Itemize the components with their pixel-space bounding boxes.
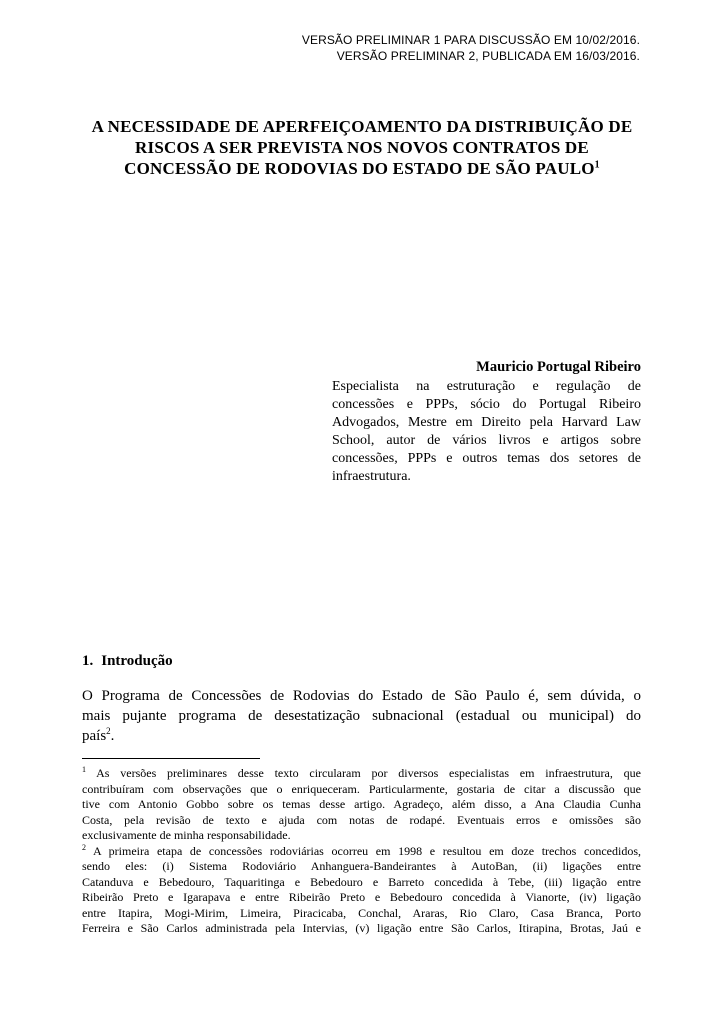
- title-line-3: [78, 158, 646, 179]
- footnote-marker: 1: [82, 765, 86, 774]
- footnote-line: contribuíram com observações que o enriqueceram. Particularmente, gostaria de citar a discussão que: [82, 781, 641, 796]
- version-header: [302, 32, 640, 64]
- section-title: Introdução: [101, 653, 173, 669]
- footnote-line-text: A primeira etapa de concessões rodoviárias ocorreu em 1998 e resultou em doze trechos concedidos,: [86, 843, 641, 858]
- footnote-marker: 2: [82, 842, 86, 852]
- author-bio-line: concessões, PPPs e outros temas dos setores de: [332, 451, 641, 466]
- section-heading: [82, 652, 173, 670]
- footnote-line: Ferreira e São Carlos administrada pela Intervias, (v) ligação entre São Carlos, Itirapina, Brotas, Jaú e: [82, 921, 641, 935]
- author-bio-line: Especialista na estruturação e regulação de: [332, 379, 641, 394]
- author-name: Mauricio Portugal Ribeiro: [476, 359, 641, 375]
- footnote-divider: [82, 758, 260, 759]
- author-bio-line: concessões e PPPs, sócio do Portugal Ribeiro: [332, 397, 641, 412]
- body-paragraph: [82, 686, 641, 746]
- author-bio: [332, 378, 641, 486]
- author-bio-line: infraestrutura.: [332, 469, 411, 484]
- footnote-line-text: As versões preliminares desse texto circularam por diversos especialistas em infraestrutura, que: [86, 766, 641, 780]
- footnote-1: [82, 766, 641, 844]
- title-line-2: RISCOS A SER PREVISTA NOS NOVOS CONTRATOS DE: [135, 138, 589, 157]
- footnote-line: Ribeirão Preto e Igarapava e entre Ribeirão Preto e Bebedouro concedida à Vianorte, (iv) ligação: [82, 890, 641, 904]
- body-line: [82, 726, 641, 746]
- body-line-end: .: [110, 728, 115, 744]
- section-number: 1.: [82, 653, 94, 669]
- footnote-line: exclusivamente de minha responsabilidade.: [82, 828, 291, 842]
- body-footnote-ref[interactable]: 2: [106, 726, 111, 736]
- title-line-3-text: CONCESSÃO DE RODOVIAS DO ESTADO DE SÃO PAULO: [124, 159, 595, 178]
- author-bio-line: School, autor de vários livros e artigos sobre: [332, 433, 641, 448]
- footnote-line: [82, 766, 641, 782]
- document-title: [78, 116, 646, 179]
- footnote-2: [82, 844, 641, 937]
- version-note-1: VERSÃO PRELIMINAR 1 PARA DISCUSSÃO EM 10/02/2016.: [301, 33, 640, 47]
- footnote-line: entre Itapira, Mogi-Mirim, Limeira, Piracicaba, Conchal, Araras, Rio Claro, Casa Branca, Porto: [82, 905, 641, 920]
- body-line: O Programa de Concessões de Rodovias do Estado de São Paulo é, sem dúvida, o: [82, 688, 641, 704]
- author-block: [332, 358, 641, 486]
- footnote-line: [82, 844, 641, 860]
- title-footnote-ref[interactable]: 1: [594, 159, 600, 171]
- author-bio-line: Advogados, Mestre em Direito pela Harvard Law: [332, 415, 641, 430]
- footnote-line: Catanduva e Bebedouro, Taquaritinga e Bebedouro e Barreto concedida à Tebe, (iii) ligação entre: [82, 874, 641, 889]
- body-line-text: país: [82, 728, 107, 744]
- title-line-1: A NECESSIDADE DE APERFEIÇOAMENTO DA DISTRIBUIÇÃO DE: [91, 117, 633, 136]
- footnote-line: sendo eles: (i) Sistema Rodoviário Anhanguera-Bandeirantes à AutoBan, (ii) ligações entre: [82, 859, 641, 873]
- footnote-line: tive com Antonio Gobbo sobre os temas desse artigo. Agradeço, além disso, a Ana Claudia Cunha: [82, 797, 641, 811]
- footnotes: [82, 766, 641, 937]
- version-note-2: VERSÃO PRELIMINAR 2, PUBLICADA EM 16/03/2016.: [336, 49, 640, 63]
- footnote-line: Costa, pela revisão de texto e ajuda com notas de rodapé. Eventuais erros e omissões são: [82, 812, 641, 827]
- body-line: mais pujante programa de desestatização subnacional (estadual ou municipal) do: [82, 708, 641, 724]
